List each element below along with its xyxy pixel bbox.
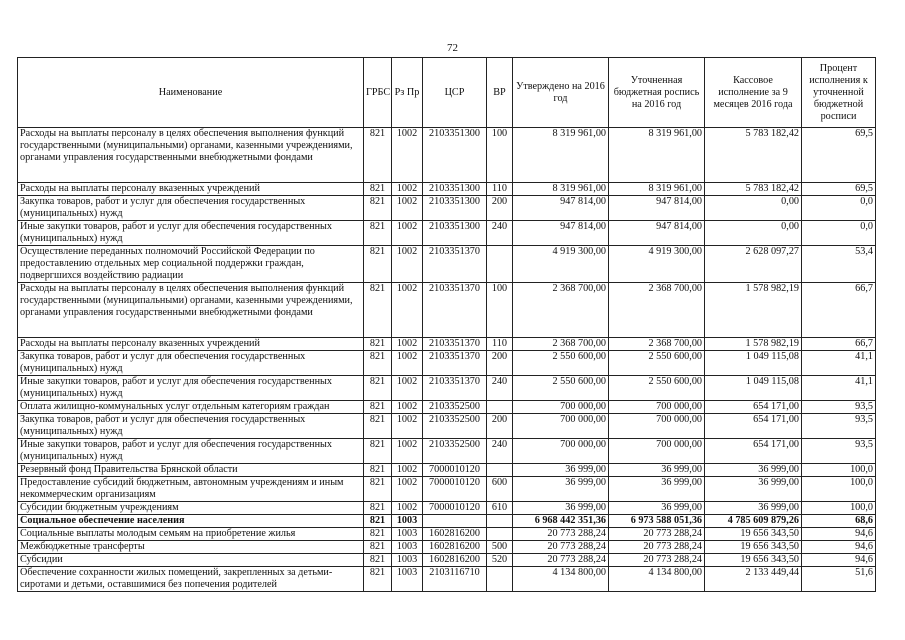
cell-csr: 2103351300 (423, 196, 487, 221)
cell-approved: 2 368 700,00 (513, 283, 609, 338)
cell-name: Закупка товаров, работ и услуг для обеспечения государственных (муниципальных) нужд (18, 414, 364, 439)
cell-refined: 8 319 961,00 (609, 128, 705, 183)
cell-percent: 94,6 (802, 541, 876, 554)
cell-refined: 700 000,00 (609, 401, 705, 414)
table-row (18, 567, 876, 592)
header-percent: Процент исполнения к уточненной бюджетной росписи (802, 58, 876, 128)
cell-percent: 66,7 (802, 283, 876, 338)
cell-approved: 20 773 288,24 (513, 528, 609, 541)
cell-approved: 20 773 288,24 (513, 541, 609, 554)
cell-name: Иные закупки товаров, работ и услуг для обеспечения государственных (муниципальных) нужд (18, 221, 364, 246)
page-number: 72 (447, 42, 458, 54)
cell-rz-pr: 1002 (392, 376, 423, 401)
cell-refined: 20 773 288,24 (609, 541, 705, 554)
cell-name: Оплата жилищно-коммунальных услуг отдельным категориям граждан (18, 401, 364, 414)
header-csr: ЦСР (423, 58, 487, 128)
cell-cash: 654 171,00 (705, 414, 802, 439)
cell-rz-pr: 1002 (392, 246, 423, 283)
cell-percent: 93,5 (802, 401, 876, 414)
cell-csr: 2103351370 (423, 376, 487, 401)
cell-csr: 2103351300 (423, 221, 487, 246)
table-row (18, 528, 876, 541)
cell-vr: 240 (487, 221, 513, 246)
cell-rz-pr: 1003 (392, 515, 423, 528)
cell-csr: 1602816200 (423, 554, 487, 567)
cell-rz-pr: 1002 (392, 351, 423, 376)
cell-rz-pr: 1002 (392, 338, 423, 351)
table-row (18, 283, 876, 338)
cell-rz-pr: 1002 (392, 128, 423, 183)
cell-rz-pr: 1002 (392, 183, 423, 196)
cell-csr: 2103351370 (423, 283, 487, 338)
cell-refined: 2 550 600,00 (609, 376, 705, 401)
cell-approved: 36 999,00 (513, 464, 609, 477)
cell-csr: 2103352500 (423, 439, 487, 464)
cell-name: Иные закупки товаров, работ и услуг для обеспечения государственных (муниципальных) нужд (18, 439, 364, 464)
table-row (18, 515, 876, 528)
cell-vr: 110 (487, 183, 513, 196)
cell-grbs: 821 (364, 376, 392, 401)
cell-name: Расходы на выплаты персоналу в целях обеспечения выполнения функций государственными (муниципальными) органами, казенными учреждениями, органами управления государственными внебюджетными фондами (18, 128, 364, 183)
cell-grbs: 821 (364, 338, 392, 351)
header-grbs: ГРБС (364, 58, 392, 128)
cell-vr: 100 (487, 283, 513, 338)
cell-vr (487, 246, 513, 283)
cell-rz-pr: 1002 (392, 196, 423, 221)
cell-refined: 947 814,00 (609, 221, 705, 246)
cell-name: Расходы на выплаты персоналу в целях обеспечения выполнения функций государственными (муниципальными) органами, казенными учреждениями, органами управления государственными внебюджетными фондами (18, 283, 364, 338)
cell-cash: 1 578 982,19 (705, 283, 802, 338)
cell-cash: 4 785 609 879,26 (705, 515, 802, 528)
cell-approved: 36 999,00 (513, 477, 609, 502)
cell-rz-pr: 1002 (392, 439, 423, 464)
cell-cash: 19 656 343,50 (705, 541, 802, 554)
cell-csr: 2103116710 (423, 567, 487, 592)
cell-csr: 1602816200 (423, 528, 487, 541)
cell-cash: 5 783 182,42 (705, 183, 802, 196)
cell-percent: 0,0 (802, 221, 876, 246)
cell-approved: 4 134 800,00 (513, 567, 609, 592)
cell-percent: 66,7 (802, 338, 876, 351)
header-row (18, 58, 876, 128)
cell-csr (423, 515, 487, 528)
header-name: Наименование (18, 58, 364, 128)
cell-approved: 700 000,00 (513, 439, 609, 464)
cell-name: Предоставление субсидий бюджетным, автономным учреждениям и иным некоммерческим организациям (18, 477, 364, 502)
cell-name: Межбюджетные трансферты (18, 541, 364, 554)
cell-grbs: 821 (364, 541, 392, 554)
cell-vr (487, 567, 513, 592)
table-row (18, 351, 876, 376)
header-approved: Утверждено на 2016 год (513, 58, 609, 128)
cell-name: Субсидии (18, 554, 364, 567)
cell-rz-pr: 1002 (392, 414, 423, 439)
cell-vr: 240 (487, 439, 513, 464)
cell-vr: 110 (487, 338, 513, 351)
cell-cash: 2 628 097,27 (705, 246, 802, 283)
cell-vr: 200 (487, 414, 513, 439)
cell-rz-pr: 1003 (392, 528, 423, 541)
cell-rz-pr: 1002 (392, 477, 423, 502)
table-row (18, 401, 876, 414)
budget-table (17, 57, 876, 592)
cell-percent: 41,1 (802, 376, 876, 401)
cell-rz-pr: 1002 (392, 502, 423, 515)
cell-approved: 2 550 600,00 (513, 376, 609, 401)
cell-percent: 69,5 (802, 183, 876, 196)
table-row (18, 338, 876, 351)
cell-vr: 520 (487, 554, 513, 567)
cell-vr: 500 (487, 541, 513, 554)
cell-approved: 8 319 961,00 (513, 128, 609, 183)
header-cash: Кассовое исполнение за 9 месяцев 2016 года (705, 58, 802, 128)
cell-refined: 700 000,00 (609, 439, 705, 464)
cell-csr: 1602816200 (423, 541, 487, 554)
cell-rz-pr: 1002 (392, 221, 423, 246)
cell-grbs: 821 (364, 283, 392, 338)
cell-refined: 700 000,00 (609, 414, 705, 439)
cell-name: Иные закупки товаров, работ и услуг для обеспечения государственных (муниципальных) нужд (18, 376, 364, 401)
cell-csr: 2103351300 (423, 128, 487, 183)
table-row (18, 376, 876, 401)
cell-csr: 2103351300 (423, 183, 487, 196)
cell-vr (487, 464, 513, 477)
cell-grbs: 821 (364, 221, 392, 246)
cell-grbs: 821 (364, 401, 392, 414)
cell-name: Закупка товаров, работ и услуг для обеспечения государственных (муниципальных) нужд (18, 196, 364, 221)
cell-grbs: 821 (364, 515, 392, 528)
cell-cash: 1 578 982,19 (705, 338, 802, 351)
cell-grbs: 821 (364, 196, 392, 221)
cell-csr: 7000010120 (423, 477, 487, 502)
cell-name: Осуществление переданных полномочий Российской Федерации по предоставлению отдельных мер социальной поддержки граждан, подвергшихся воздействию радиации (18, 246, 364, 283)
table-row (18, 477, 876, 502)
cell-refined: 20 773 288,24 (609, 528, 705, 541)
cell-percent: 68,6 (802, 515, 876, 528)
cell-grbs: 821 (364, 351, 392, 376)
cell-vr: 200 (487, 196, 513, 221)
cell-vr (487, 528, 513, 541)
table-row (18, 414, 876, 439)
cell-csr: 7000010120 (423, 464, 487, 477)
cell-percent: 100,0 (802, 464, 876, 477)
cell-cash: 1 049 115,08 (705, 376, 802, 401)
cell-percent: 41,1 (802, 351, 876, 376)
cell-approved: 6 968 442 351,36 (513, 515, 609, 528)
cell-refined: 6 973 588 051,36 (609, 515, 705, 528)
cell-grbs: 821 (364, 183, 392, 196)
table-row (18, 464, 876, 477)
cell-refined: 2 550 600,00 (609, 351, 705, 376)
cell-refined: 36 999,00 (609, 477, 705, 502)
cell-grbs: 821 (364, 528, 392, 541)
cell-name: Закупка товаров, работ и услуг для обеспечения государственных (муниципальных) нужд (18, 351, 364, 376)
cell-grbs: 821 (364, 246, 392, 283)
cell-percent: 0,0 (802, 196, 876, 221)
cell-percent: 69,5 (802, 128, 876, 183)
cell-grbs: 821 (364, 554, 392, 567)
cell-percent: 93,5 (802, 414, 876, 439)
cell-percent: 94,6 (802, 554, 876, 567)
cell-cash: 5 783 182,42 (705, 128, 802, 183)
cell-grbs: 821 (364, 502, 392, 515)
cell-cash: 36 999,00 (705, 502, 802, 515)
cell-refined: 4 919 300,00 (609, 246, 705, 283)
cell-refined: 36 999,00 (609, 502, 705, 515)
cell-vr: 600 (487, 477, 513, 502)
cell-percent: 53,4 (802, 246, 876, 283)
cell-approved: 20 773 288,24 (513, 554, 609, 567)
cell-csr: 2103351370 (423, 351, 487, 376)
cell-refined: 20 773 288,24 (609, 554, 705, 567)
cell-rz-pr: 1003 (392, 554, 423, 567)
cell-vr (487, 515, 513, 528)
cell-approved: 700 000,00 (513, 401, 609, 414)
cell-name: Расходы на выплаты персоналу вказенных учреждений (18, 183, 364, 196)
header-vr: ВР (487, 58, 513, 128)
cell-cash: 19 656 343,50 (705, 554, 802, 567)
cell-name: Социальное обеспечение населения (18, 515, 364, 528)
cell-rz-pr: 1003 (392, 541, 423, 554)
cell-approved: 4 919 300,00 (513, 246, 609, 283)
cell-cash: 0,00 (705, 221, 802, 246)
cell-percent: 100,0 (802, 477, 876, 502)
cell-grbs: 821 (364, 439, 392, 464)
cell-cash: 36 999,00 (705, 464, 802, 477)
cell-grbs: 821 (364, 464, 392, 477)
cell-vr: 610 (487, 502, 513, 515)
cell-percent: 94,6 (802, 528, 876, 541)
cell-name: Субсидии бюджетным учреждениям (18, 502, 364, 515)
cell-refined: 8 319 961,00 (609, 183, 705, 196)
table-row (18, 196, 876, 221)
cell-refined: 2 368 700,00 (609, 338, 705, 351)
cell-csr: 7000010120 (423, 502, 487, 515)
cell-refined: 36 999,00 (609, 464, 705, 477)
table-row (18, 439, 876, 464)
cell-approved: 947 814,00 (513, 221, 609, 246)
cell-approved: 700 000,00 (513, 414, 609, 439)
cell-cash: 1 049 115,08 (705, 351, 802, 376)
table-row (18, 221, 876, 246)
cell-vr: 100 (487, 128, 513, 183)
table-row (18, 246, 876, 283)
cell-approved: 8 319 961,00 (513, 183, 609, 196)
cell-approved: 36 999,00 (513, 502, 609, 515)
cell-cash: 654 171,00 (705, 401, 802, 414)
cell-vr: 200 (487, 351, 513, 376)
cell-percent: 93,5 (802, 439, 876, 464)
cell-cash: 19 656 343,50 (705, 528, 802, 541)
cell-vr (487, 401, 513, 414)
cell-rz-pr: 1002 (392, 464, 423, 477)
cell-cash: 2 133 449,44 (705, 567, 802, 592)
table-row (18, 502, 876, 515)
cell-rz-pr: 1003 (392, 567, 423, 592)
cell-approved: 2 550 600,00 (513, 351, 609, 376)
cell-cash: 654 171,00 (705, 439, 802, 464)
cell-csr: 2103352500 (423, 401, 487, 414)
cell-name: Резервный фонд Правительства Брянской области (18, 464, 364, 477)
cell-refined: 4 134 800,00 (609, 567, 705, 592)
cell-refined: 947 814,00 (609, 196, 705, 221)
cell-refined: 2 368 700,00 (609, 283, 705, 338)
cell-name: Обеспечение сохранности жилых помещений, закрепленных за детьми-сиротами и детьми, оставшимися без попечения родителей (18, 567, 364, 592)
cell-csr: 2103351370 (423, 246, 487, 283)
cell-cash: 36 999,00 (705, 477, 802, 502)
header-rz-pr: Рз Пр (392, 58, 423, 128)
header-refined: Уточненная бюджетная роспись на 2016 год (609, 58, 705, 128)
cell-vr: 240 (487, 376, 513, 401)
table-row (18, 541, 876, 554)
table-row (18, 554, 876, 567)
cell-percent: 51,6 (802, 567, 876, 592)
cell-approved: 947 814,00 (513, 196, 609, 221)
cell-percent: 100,0 (802, 502, 876, 515)
table-row (18, 183, 876, 196)
cell-grbs: 821 (364, 128, 392, 183)
table-row (18, 128, 876, 183)
cell-grbs: 821 (364, 567, 392, 592)
table-body (18, 128, 876, 592)
cell-grbs: 821 (364, 477, 392, 502)
cell-rz-pr: 1002 (392, 283, 423, 338)
cell-cash: 0,00 (705, 196, 802, 221)
cell-csr: 2103351370 (423, 338, 487, 351)
cell-csr: 2103352500 (423, 414, 487, 439)
cell-grbs: 821 (364, 414, 392, 439)
cell-name: Расходы на выплаты персоналу вказенных учреждений (18, 338, 364, 351)
cell-name: Социальные выплаты молодым семьям на приобретение жилья (18, 528, 364, 541)
cell-approved: 2 368 700,00 (513, 338, 609, 351)
cell-rz-pr: 1002 (392, 401, 423, 414)
